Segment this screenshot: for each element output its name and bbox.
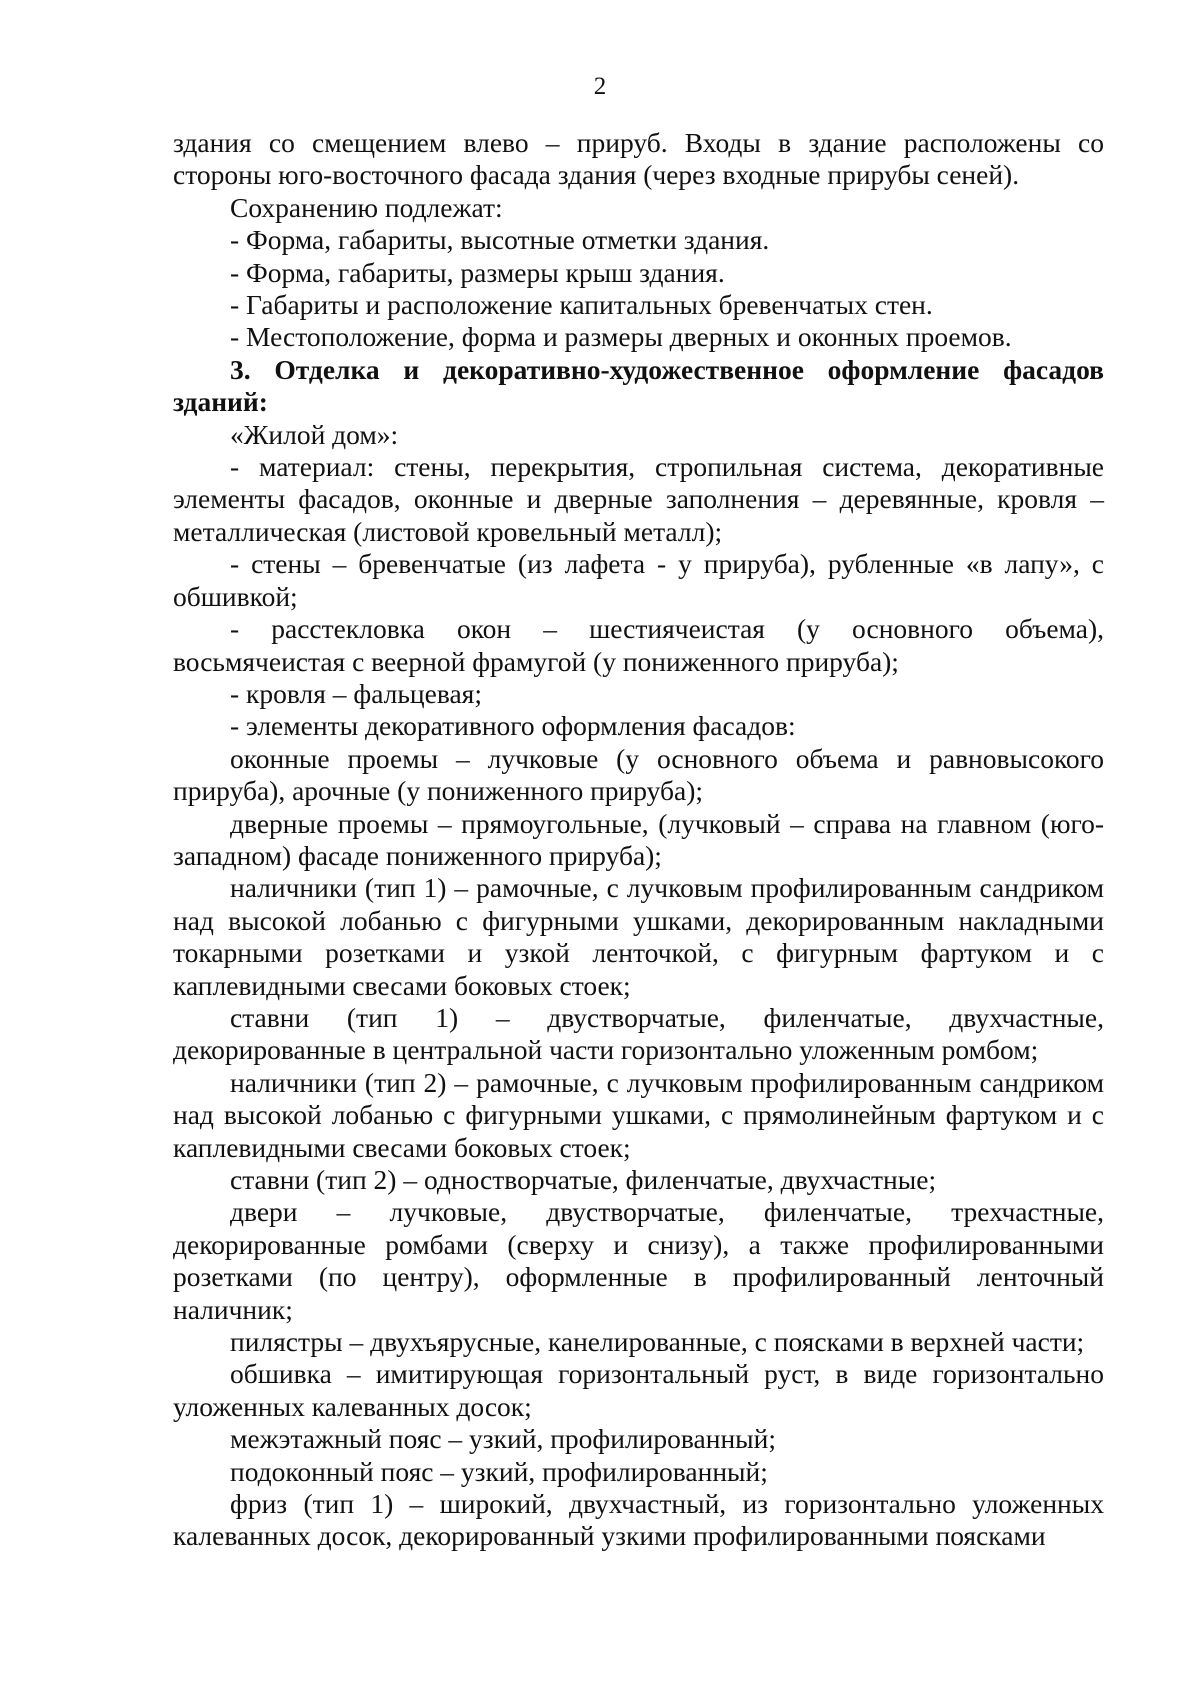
list-item-decorative-elements: - элементы декоративного оформления фасадов:	[230, 710, 796, 742]
list-item-log-walls: - Габариты и расположение капитальных бревенчатых стен.	[230, 289, 933, 321]
paragraph-cladding: обшивка – имитирующая горизонтальный руст, в виде горизонтально уложенных калеванных досок;	[173, 1358, 1104, 1422]
paragraph-residential-house: «Жилой дом»:	[230, 418, 399, 450]
paragraph-door-openings: дверные проемы – прямоугольные, (лучковый – справа на главном (юго-западном) фасаде пониженного прируба);	[173, 807, 1104, 871]
list-item-material: - материал: стены, перекрытия, стропильная система, декоративные элементы фасадов, оконные и дверные заполнения – деревянные, кровля – металлическая (листовой кровельный металл);	[173, 451, 1104, 547]
list-item-walls: - стены – бревенчатые (из лафета - у прируба), рубленные «в лапу», с обшивкой;	[173, 548, 1104, 612]
paragraph-shutters-type-1: ставни (тип 1) – двустворчатые, филенчатые, двухчастные, декорированные в центральной части горизонтально уложенным ромбом;	[173, 1001, 1104, 1066]
paragraph-doors: двери – лучковые, двустворчатые, филенчатые, трехчастные, декорированные ромбами (сверху и снизу), а также профилированными розетками (по центру), оформленные в профилированный ленточный наличник;	[173, 1196, 1104, 1325]
paragraph-interfloor-belt: межэтажный пояс – узкий, профилированный;	[230, 1423, 776, 1455]
list-item-glazing: - расстекловка окон – шестиячеистая (у основного объема), восьмячеистая с веерной фрамугой (у пониженного прируба);	[173, 613, 1104, 677]
page-number: 2	[593, 73, 607, 100]
paragraph-window-frames-type-1: наличники (тип 1) – рамочные, с лучковым профилированным сандриком над высокой лобанью с фигурными ушками, декорированным накладными токарными розетками и узкой ленточкой, с фигурным фартуком и с каплевидными свесами боковых стоек;	[173, 872, 1104, 1001]
paragraph-pilasters: пилястры – двухъярусные, канелированные, с поясками в верхней части;	[230, 1326, 1085, 1358]
list-item-roof-dimensions: - Форма, габариты, размеры крыш здания.	[230, 256, 725, 288]
paragraph-sill-belt: подоконный пояс – узкий, профилированный;	[230, 1455, 768, 1487]
document-body	[173, 127, 1104, 1553]
paragraph-window-openings: оконные проемы – лучковые (у основного объема и равновысокого прируба), арочные (у пониженного прируба);	[173, 742, 1104, 807]
list-item-roofing: - кровля – фальцевая;	[230, 677, 482, 709]
paragraph-window-frames-type-2: наличники (тип 2) – рамочные, с лучковым профилированным сандриком над высокой лобанью с фигурными ушками, с прямолинейным фартуком и с каплевидными свесами боковых стоек;	[173, 1066, 1104, 1163]
list-item-form-dimensions: - Форма, габариты, высотные отметки здания.	[230, 224, 770, 256]
paragraph-preservation-heading: Сохранению подлежат:	[230, 191, 503, 223]
list-item-openings: - Местоположение, форма и размеры дверных и оконных проемов.	[230, 321, 1012, 353]
section-heading-facade-finishing: 3. Отделка и декоративно-художественное оформление фасадов зданий:	[173, 353, 1104, 418]
paragraph-shutters-type-2: ставни (тип 2) – одностворчатые, филенчатые, двухчастные;	[230, 1164, 937, 1195]
paragraph-frieze-type-1: фриз (тип 1) – широкий, двухчастный, из горизонтально уложенных калеванных досок, декорированный узкими профилированными поясками	[173, 1488, 1104, 1552]
paragraph-building-entrances: здания со смещением влево – прируб. Входы в здание расположены со стороны юго-восточного фасада здания (через входные прирубы сеней).	[173, 127, 1104, 191]
